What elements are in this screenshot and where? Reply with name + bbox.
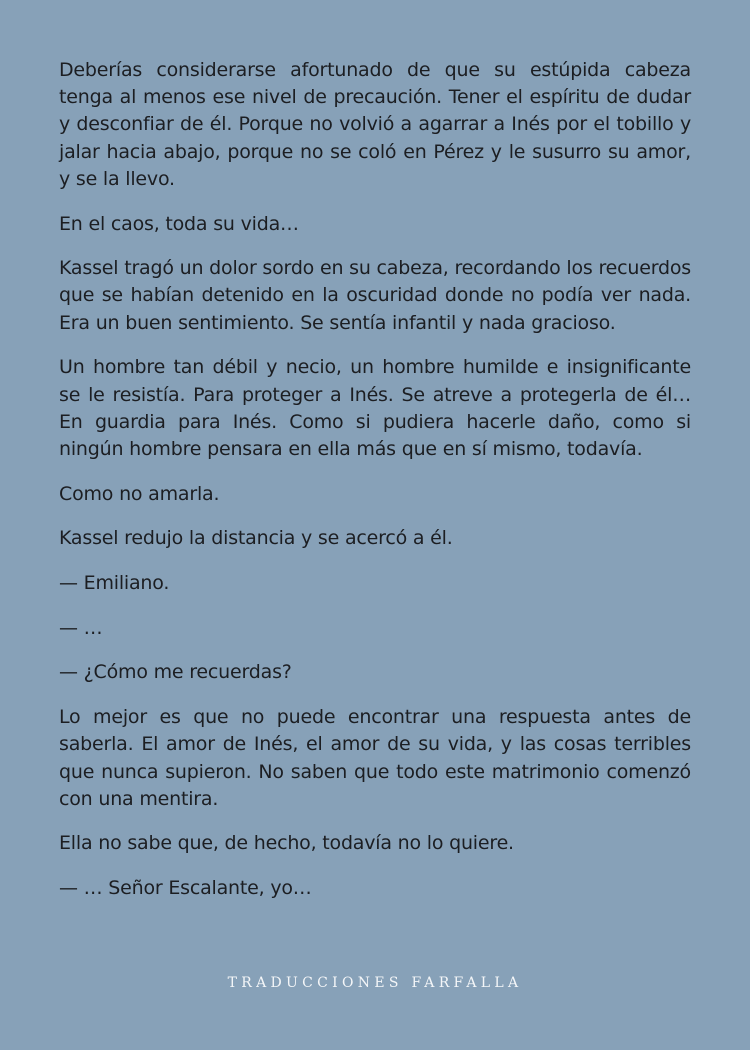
paragraph: Como no amarla. [59,482,220,505]
document-body [59,57,691,920]
dialogue-line: — Emiliano. [59,572,170,595]
dialogue-line: — … Señor Escalante, yo… [59,877,312,900]
paragraph: En el caos, toda su vida… [59,212,299,235]
paragraph: Deberías considerarse afortunado de que su estúpida cabeza tenga al menos ese nivel de precaución. Tener el espíritu de dudar y desconfiar de él. Porque no volvió a agarrar a Inés por el tobillo y jalar hacia abajo, porque no se coló en Pérez y le susurro su amor, y se la llevo. [59,59,691,190]
translator-credit: TRADUCCIONES FARFALLA [227,975,523,991]
dialogue-line: — ¿Cómo me recuerdas? [59,661,292,684]
paragraph: Kassel redujo la distancia y se acercó a él. [59,527,453,550]
paragraph: Kassel tragó un dolor sordo en su cabeza, recordando los recuerdos que se habían detenido en la oscuridad donde no podía ver nada. Era un buen sentimiento. Se sentía infantil y nada gracioso. [59,257,691,334]
paragraph: Lo mejor es que no puede encontrar una respuesta antes de saberla. El amor de Inés, el amor de su vida, y las cosas terribles que nunca supieron. No saben que todo este matrimonio comenzó con una mentira. [59,706,691,810]
paragraph: Ella no sabe que, de hecho, todavía no lo quiere. [59,832,514,855]
dialogue-line: — … [59,616,103,639]
paragraph: Un hombre tan débil y necio, un hombre humilde e insignificante se le resistía. Para proteger a Inés. Se atreve a protegerla de él… En guardia para Inés. Como si pudiera hacerle daño, como si ningún hombre pensara en ella más que en sí mismo, todavía. [59,356,691,460]
